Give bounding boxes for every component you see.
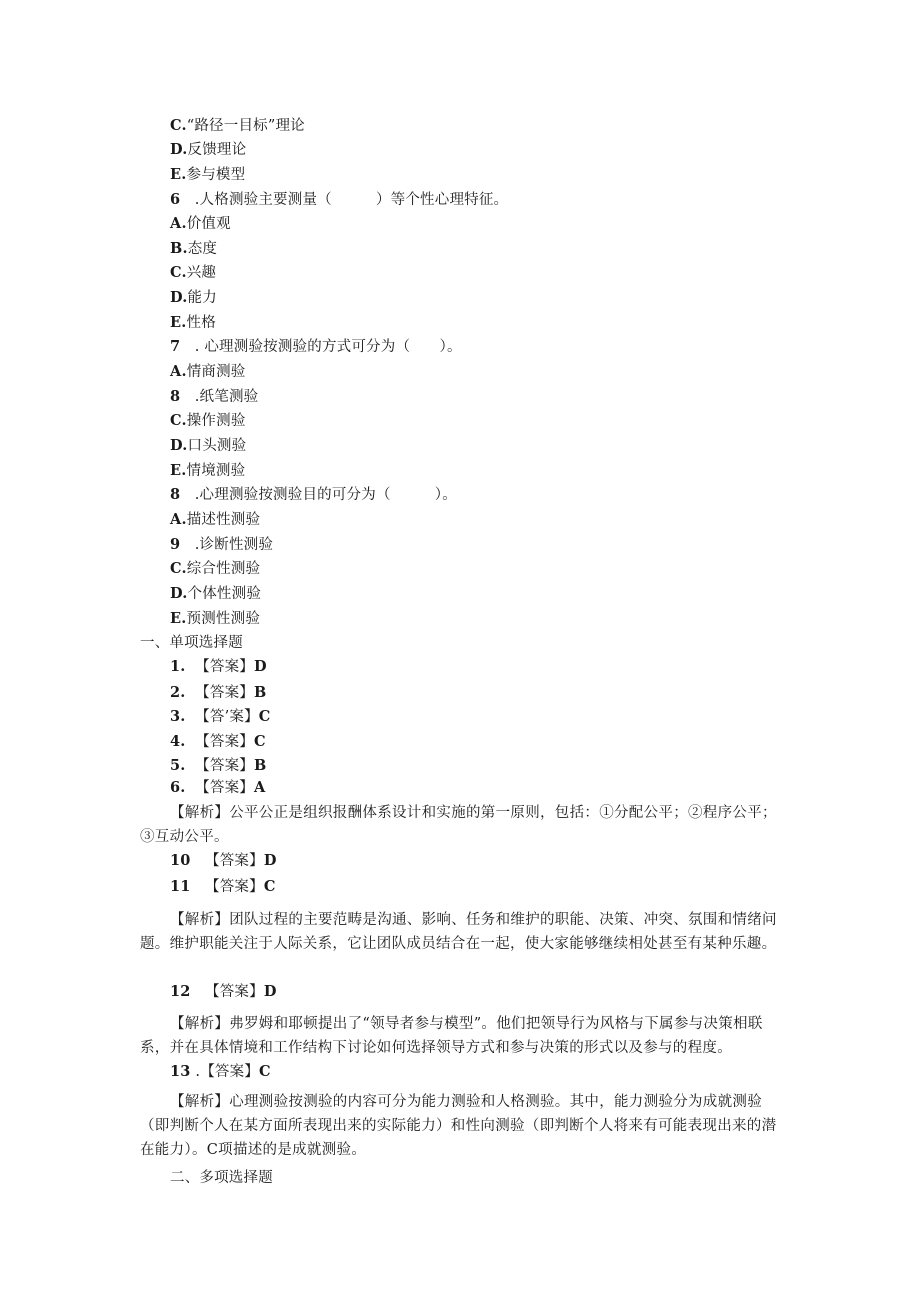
option-line: E.性格 [170,314,216,331]
option-line: E.参与模型 [170,166,246,183]
option-line: C.“路径一目标”理论 [170,117,305,134]
answer-line: 10 【答案】D [170,852,277,869]
explanation-6: 【解析】公平公正是组织报酬体系设计和实施的第一原则，包括：①分配公平；②程序公平；③互动公平。 [140,805,777,845]
option-line: C.操作测验 [170,412,246,429]
option-line: D.反馈理论 [170,141,247,158]
option-line: E.情境测验 [170,462,246,479]
section-heading-single-choice: 一、单项选择题 [140,635,243,651]
answer-line: 11 【答案】C [170,878,276,895]
explanation-12: 【解析】弗罗姆和耶顿提出了“领导者参与模型”。他们把领导行为风格与下属参与决策相联系，并在具体情境和工作结构下讨论如何选择领导方式和参与决策的形式以及参与的程度。 [140,1016,763,1056]
option-line: A.描述性测验 [170,511,261,528]
answer-line: 2. 【答案】B [170,684,267,701]
option-line: C.综合性测验 [170,560,261,577]
explanation-13: 【解析】心理测验按测验的内容可分为能力测验和人格测验。其中，能力测验分为成就测验（即判断个人在某方面所表现出来的实际能力）和性向测验（即判断个人将来有可能表现出来的潜在能力）。C项描述的是成就测验。 [140,1094,777,1158]
question-6: 6 .人格测验主要测量（ ）等个性心理特征。 [170,191,509,208]
answer-line: 13 .【答案】C [170,1063,271,1080]
option-line: 8 .纸笔测验 [170,388,259,405]
question-8: 8 .心理测验按测验目的可分为（ ）。 [170,486,457,503]
option-line: E.预测性测验 [170,610,261,627]
section-heading-multiple-choice: 二、多项选择题 [170,1170,273,1186]
answer-line: 5. 【答案】B [170,757,267,774]
option-line: C.兴趣 [170,264,217,281]
option-line: D.能力 [170,289,217,306]
option-line: A.情商测验 [170,363,246,380]
option-line: 9 .诊断性测验 [170,536,274,553]
option-line: D.口头测验 [170,437,247,454]
answer-line: 1. 【答案】D [170,658,267,675]
answer-line: 6. 【答案】A [170,779,266,796]
explanation-11: 【解析】团队过程的主要范畴是沟通、影响、任务和维护的职能、决策、冲突、氛围和情绪问题。维护职能关注于人际关系，它让团队成员结合在一起，使大家能够继续相处甚至有某种乐趣。 [140,912,777,952]
answer-line: 3. 【答’案】C [170,708,271,725]
option-line: A.价值观 [170,215,231,232]
option-line: D.个体性测验 [170,585,262,602]
answer-line: 12 【答案】D [170,983,277,1000]
option-line: B.态度 [170,240,218,257]
answer-line: 4. 【答案】C [170,733,266,750]
question-7: 7 . 心理测验按测验的方式可分为（ ）。 [170,338,462,355]
